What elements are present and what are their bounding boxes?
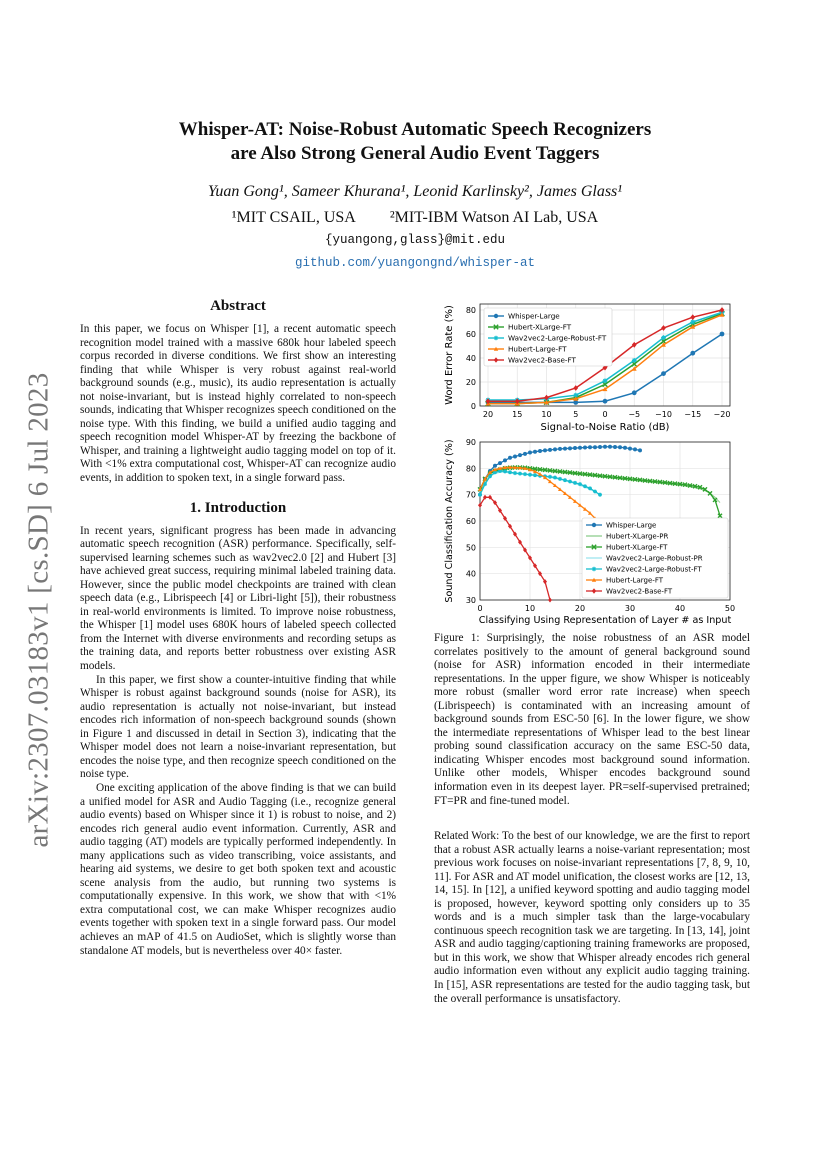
data-point-whisper-large [568, 446, 572, 450]
data-point-whisper-large [583, 446, 587, 450]
x-tick-label: 5 [573, 410, 579, 419]
data-point-wav2vec2-base-ft [544, 395, 549, 401]
data-point-whisper-large [661, 371, 666, 376]
abstract-heading: Abstract [210, 298, 266, 314]
y-tick-label: 0 [470, 402, 476, 411]
paper-title [80, 118, 750, 166]
data-point-whisper-large [628, 447, 632, 451]
data-point-whisper-large [603, 399, 608, 404]
x-tick-label: 0 [602, 410, 608, 419]
x-tick-label: 20 [574, 604, 586, 613]
x-tick-label: 10 [524, 604, 536, 613]
y-tick-label: 40 [465, 354, 476, 363]
x-tick-label: −10 [655, 410, 672, 419]
accuracy-chart [444, 438, 735, 626]
legend-entry-whisper-large: Whisper-Large [606, 521, 657, 530]
email: {yuangong,glass}@mit.edu [324, 233, 506, 247]
x-tick-label: 30 [624, 604, 636, 613]
intro-paragraph-1: In recent years, significant progress has been made in advancing automatic speech recognition (ASR) performance. Specifically, self-supervised learning schemes such as wav2vec2.0 [2] and Hubert [3] have achieved great success, requiring minimal labeled training data. However, since the public model checkpoints are trained with clean speech data (e.g., Librispeech [4] or Libri-light [5]), their robustness in real-world environments is limited. To improve noise robustness, the Whisper [1] model uses 680K hours of labeled speech collected from the Internet with diverse environments and recording setups as the training data, and reports better robustness over existing ASR models. [80, 524, 396, 673]
y-axis-label: Word Error Rate (%) [444, 305, 455, 405]
x-tick-label: −5 [628, 410, 641, 419]
legend-entry-wav2vec2-large-robust-pr: Wav2vec2-Large-Robust-PR [606, 554, 703, 563]
data-point-whisper-large [503, 458, 507, 462]
data-point-whisper-large [638, 448, 642, 452]
y-tick-label: 30 [465, 596, 476, 605]
data-point-wav2vec2-large-robust-ft [513, 471, 517, 475]
introduction-heading: 1. Introduction [189, 499, 287, 516]
data-point-whisper-large [543, 448, 547, 452]
y-tick-label: 70 [465, 490, 476, 500]
data-point-whisper-large [608, 445, 612, 449]
data-point-whisper-large [498, 461, 502, 465]
data-point-whisper-large [623, 446, 627, 450]
authors: Yuan Gong¹, Sameer Khurana¹, Leonid Karlinsky², James Glass¹ [207, 183, 623, 200]
data-point-whisper-large [632, 390, 637, 395]
arxiv-side-label [22, 372, 56, 848]
related-work [434, 830, 750, 1006]
legend-entry-hubert-xlarge-pr: Hubert-XLarge-PR [606, 532, 669, 541]
data-point-whisper-large [528, 451, 532, 455]
legend-marker [592, 523, 596, 527]
intro-paragraph-2: In this paper, we first show a counter-intuitive finding that while Whisper is robust against background sounds (noise for ASR), its audio representation is actually not noise-invariant, but instead encodes rich information of non-speech background sounds (shown in Figure 1 and discussed in detail in Section 3), indicating that the Whisper model does not learn a noise-invariant representation, but encodes the noise type, and then recognize speech conditioned on the noise type. [80, 673, 396, 781]
legend-entry-wav2vec2-base-ft: Wav2vec2-Base-FT [606, 587, 673, 596]
data-point-wav2vec2-large-robust-ft [632, 358, 637, 363]
x-tick-label: 20 [482, 410, 494, 419]
legend-entry-wav2vec2-large-robust-ft: Wav2vec2-Large-Robust-FT [606, 565, 702, 574]
data-point-whisper-large [493, 464, 497, 468]
data-point-wav2vec2-base-ft [690, 314, 695, 320]
x-tick-label: 15 [512, 410, 523, 419]
series-line-wav2vec2-base-ft [480, 497, 550, 600]
affiliations [80, 209, 750, 227]
affiliation-1: ¹MIT CSAIL, USA [231, 209, 356, 226]
data-point-wav2vec2-large-robust-ft [598, 493, 602, 497]
data-point-whisper-large [548, 448, 552, 452]
legend-entry-hubert-xlarge-ft: Hubert-XLarge-FT [606, 543, 668, 552]
x-tick-label: −15 [684, 410, 702, 419]
data-point-wav2vec2-base-ft [661, 325, 666, 331]
data-point-whisper-large [578, 446, 582, 450]
data-point-wav2vec2-large-robust-ft [518, 472, 522, 476]
x-axis-label: Classifying Using Representation of Layer # as Input [478, 615, 732, 626]
legend-entry-hubert-xlarge-ft: Hubert-XLarge-FT [508, 322, 572, 332]
data-point-wav2vec2-large-robust-ft [528, 473, 532, 477]
data-point-wav2vec2-large-robust-ft [508, 470, 512, 474]
data-point-whisper-large [690, 351, 695, 356]
data-point-whisper-large [523, 452, 527, 456]
y-tick-label: 80 [465, 306, 476, 315]
data-point-whisper-large [633, 447, 637, 451]
data-point-whisper-large [598, 445, 602, 449]
data-point-whisper-large [618, 445, 622, 449]
intro-paragraph-3: One exciting application of the above finding is that we can build a unified model for ASR and Audio Tagging (i.e., recognize general audio events) based on Whisper since it 1) is robust to noise, and 2) encodes rich general audio event information. Currently, ASR and audio tagging (AT) models are typically performed independently. In many applications such as video transcribing, voice assistants, and hearing aid systems, we desire to get both spoken text and acoustic scene analysis from the audio, but running two systems is computationally expensive. In this work, we show that with <1% extra computational cost, we can make Whisper recognizes audio events together with spoken text in a single forward pass. Our model achieves an mAP of 41.5 on AudioSet, which is slightly worse than standalone AT models, but is nevertheless over 40× faster. [80, 781, 396, 957]
y-tick-label: 50 [465, 543, 476, 553]
data-point-whisper-large [558, 447, 562, 451]
affiliation-2: ²MIT-IBM Watson AI Lab, USA [389, 209, 599, 226]
title-line-1: Whisper-AT: Noise-Robust Automatic Speech Recognizers [178, 119, 652, 140]
x-axis-label: Signal-to-Noise Ratio (dB) [540, 422, 670, 433]
y-tick-label: 40 [465, 569, 476, 579]
y-tick-label: 90 [465, 438, 476, 447]
data-point-whisper-large [613, 445, 617, 449]
y-tick-label: 20 [465, 378, 476, 387]
data-point-whisper-large [508, 456, 512, 460]
abstract-text: In this paper, we focus on Whisper [1], a recent automatic speech recognition model trained with a massive 680k hour labeled speech corpus recorded in diverse conditions. We first show an interesting finding that while Whisper is very robust against real-world background sounds (e.g., music), its audio representation is actually not noise-invariant, but is instead highly correlated to non-speech sounds, indicating that Whisper recognizes speech conditioned on the noise type. With this finding, we build a unified audio tagging and speech recognition model Whisper-AT by freezing the backbone of Whisper, and training a lightweight audio tagging model on top of it. With <1% extra computational cost, Whisper-AT can recognize audio events, in addition to spoken text, in a single forward pass. [80, 323, 396, 485]
x-tick-label: 50 [724, 604, 736, 613]
data-point-whisper-large [538, 449, 542, 453]
data-point-whisper-large [603, 445, 607, 449]
data-point-wav2vec2-large-robust-ft [690, 320, 695, 325]
data-point-whisper-large [720, 332, 725, 337]
legend-entry-hubert-large-ft: Hubert-Large-FT [508, 344, 567, 354]
data-point-whisper-large [573, 446, 577, 450]
legend-marker [494, 314, 498, 318]
x-tick-label: 40 [674, 604, 686, 613]
legend-entry-wav2vec2-base-ft: Wav2vec2-Base-FT [508, 355, 576, 365]
figure-1-caption: Figure 1: Surprisingly, the noise robustness of an ASR model correlates positively to the amount of general background sound (noise for ASR) information encoded in their intermediate representations. In the upper figure, we show Whisper is noticeably more robust (smaller word error rate increase) when speech (Librispeech) is contaminated with an increasing amount of background sounds from ESC-50 [6]. In the lower figure, we show the intermediate representations of Whisper lead to the best linear probing sound classification accuracy on the same ESC-50 data, indicating Whisper encodes most background sound information. Unlike other models, Whisper encodes background sound information even in its deepest layer. PR=self-supervised pretrained; FT=PR and fine-tuned model. [434, 632, 750, 807]
legend-entry-whisper-large: Whisper-Large [508, 311, 560, 321]
data-point-whisper-large [588, 445, 592, 449]
data-point-whisper-large [513, 454, 517, 458]
left-column [80, 298, 396, 958]
y-tick-label: 60 [465, 517, 476, 526]
legend-entry-wav2vec2-large-robust-ft: Wav2vec2-Large-Robust-FT [508, 333, 607, 343]
y-axis-label: Sound Classification Accuracy (%) [444, 439, 455, 603]
y-tick-label: 80 [465, 464, 476, 474]
data-point-whisper-large [533, 450, 537, 454]
x-tick-label: 0 [477, 604, 483, 613]
data-point-wav2vec2-large-robust-ft [533, 473, 537, 477]
arxiv-identifier: arXiv:2307.03183v1 [cs.SD] 6 Jul 2023 [22, 372, 55, 848]
title-line-2: are Also Strong General Audio Event Taggers [230, 143, 600, 164]
x-tick-label: −20 [713, 410, 731, 419]
legend-entry-hubert-large-ft: Hubert-Large-FT [606, 576, 663, 585]
data-point-whisper-large [553, 447, 557, 451]
data-point-whisper-large [563, 447, 567, 451]
y-tick-label: 60 [465, 330, 476, 339]
data-point-wav2vec2-large-robust-ft [661, 335, 666, 340]
github-link[interactable]: github.com/yuangongnd/whisper-at [294, 256, 536, 270]
x-tick-label: 10 [541, 410, 552, 419]
data-point-whisper-large [518, 453, 522, 457]
data-point-wav2vec2-base-ft [548, 598, 552, 603]
data-point-whisper-large [593, 445, 597, 449]
data-point-wav2vec2-large-robust-ft [523, 472, 527, 476]
wer-chart [444, 304, 730, 433]
related-work-text: Related Work: To the best of our knowledge, we are the first to report that a robust ASR actually learns a noise-variant representation; most previous work focuses on noise-invariant representations [7, 8, 9, 10, 11]. For ASR and AT model unification, the closest works are [12, 13, 14, 15]. In [12], a unified keyword spotting and audio tagging model is proposed, however, keyword spotting only considers up to 35 words and is a much simpler task than the large-vocabulary continuous speech recognition task we are targeting. In [13, 14], joint ASR and audio tagging/captioning training frameworks are proposed, but in this work, we show that Whisper already encodes rich general audio information even without any explicit audio tagging training. In [15], ASR representations are tested for the audio tagging task, but the overall performance is unsatisfactory. [434, 830, 750, 1005]
figure-1 [434, 296, 750, 632]
